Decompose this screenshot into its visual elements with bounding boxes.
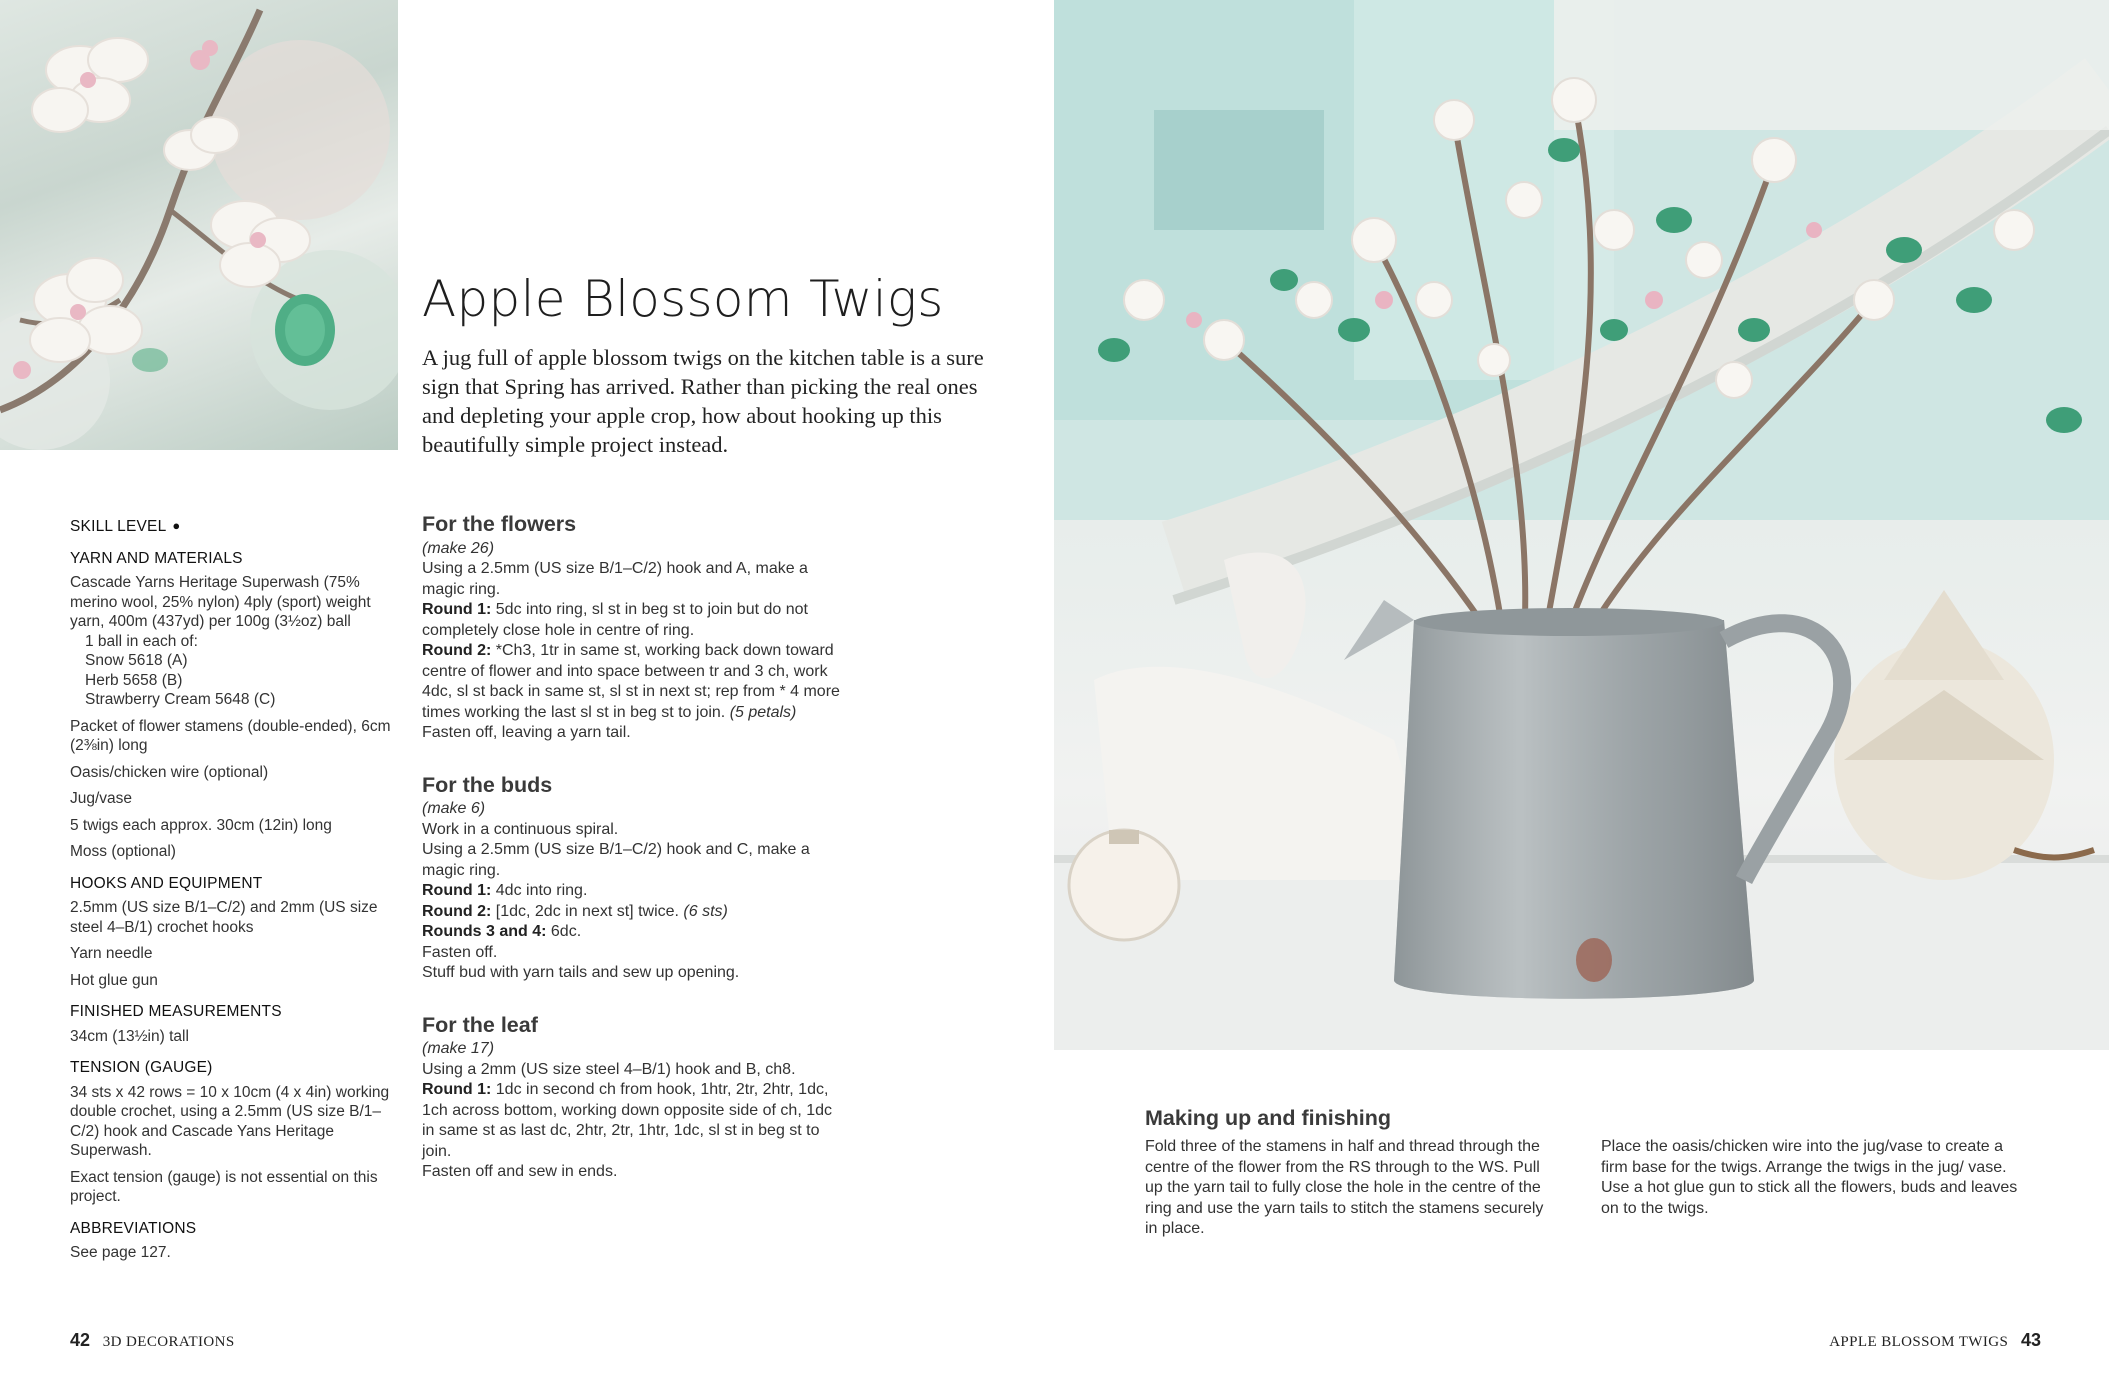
flowers-round-1: Round 1: 5dc into ring, sl st in beg st to join but do not completely close hole in centre of ring.	[422, 601, 808, 639]
buds-section	[422, 772, 842, 984]
buds-line: Fasten off.	[422, 943, 498, 961]
finishing-column-2: Place the oasis/chicken wire into the jug/vase to create a firm base for the twigs. Arrange the twigs in the jug/ vase. Use a hot glue gun to stick all the flowers, buds and leaves on to the twigs.	[1601, 1138, 2018, 1217]
footer-left	[70, 1330, 235, 1351]
material-item: Packet of flower stamens (double-ended), 6cm (2⅜in) long	[70, 717, 391, 754]
page-number-left: 42	[70, 1330, 91, 1350]
hooks-heading: HOOKS AND EQUIPMENT	[70, 874, 263, 892]
buds-line: Using a 2.5mm (US size B/1–C/2) hook and C, make a magic ring.	[422, 841, 810, 879]
flowers-make: (make 26)	[422, 539, 495, 557]
flowers-section	[422, 514, 842, 744]
abbrev-heading: ABBREVIATIONS	[70, 1219, 197, 1237]
skill-level	[70, 516, 400, 537]
pattern-column	[422, 514, 842, 1214]
material-item: Oasis/chicken wire (optional)	[70, 763, 269, 781]
hook-item: Yarn needle	[70, 945, 153, 962]
yarn-line: Strawberry Cream 5648 (C)	[85, 691, 276, 708]
blossom-closeup-photo	[0, 0, 398, 450]
finished-section	[70, 1002, 400, 1046]
hook-item: Hot glue gun	[70, 971, 158, 989]
buds-round-3-4: Rounds 3 and 4: 6dc.	[422, 923, 582, 940]
skill-level-dot-icon: ●	[172, 518, 181, 533]
tension-section	[70, 1058, 400, 1207]
skill-level-label: SKILL LEVEL	[70, 518, 167, 535]
page-title: Apple Blossom Twigs	[422, 270, 944, 328]
buds-round-1: Round 1: 4dc into ring.	[422, 882, 588, 899]
material-item: 5 twigs each approx. 30cm (12in) long	[70, 816, 332, 834]
leaf-round-1: Round 1: 1dc in second ch from hook, 1htr, 2tr, 2htr, 1dc, 1ch across bottom, working down opposite side of ch, 1dc in same st as last dc, 2htr, 2tr, 1htr, 1dc, sl st in beg st to join.	[422, 1081, 832, 1160]
yarn-line: 1 ball in each of:	[85, 632, 198, 650]
flowers-end: Fasten off, leaving a yarn tail.	[422, 724, 631, 741]
spec-column	[70, 516, 400, 1275]
yarn-description: Cascade Yarns Heritage Superwash (75% merino wool, 25% nylon) 4ply (sport) weight yarn, 400m (437yd) per 100g (3½oz) ball	[70, 574, 371, 630]
leaf-end: Fasten off and sew in ends.	[422, 1163, 618, 1180]
flowers-round-2: Round 2: *Ch3, 1tr in same st, working back down toward centre of flower and into space between tr and 3 ch, work 4dc, sl st back in same st, sl st in next st; rep from * 4 more times working the last sl st in beg st to join. (5 petals)	[422, 642, 840, 721]
buds-line: Work in a continuous spiral.	[422, 820, 619, 838]
flowers-heading: For the flowers	[422, 512, 577, 536]
tension-item: 34 sts x 42 rows = 10 x 10cm (4 x 4in) working double crochet, using a 2.5mm (US size B/1–C/2) hook and Cascade Yans Heritage Superwash.	[70, 1083, 390, 1159]
abbrev-section	[70, 1219, 400, 1263]
finishing-heading: Making up and finishing	[1145, 1106, 1392, 1130]
jug-with-twigs-photo	[1054, 0, 2109, 1050]
finishing-column-1: Fold three of the stamens in half and thread through the centre of the flower from the RS through to the WS. Pull up the yarn tail to fully close the hole in the centre of the ring and use the yarn tails to stitch the stamens securely in place.	[1145, 1138, 1544, 1237]
abbrev-value: See page 127.	[70, 1244, 171, 1261]
footer-right	[1829, 1330, 2041, 1351]
running-head-right: APPLE BLOSSOM TWIGS	[1829, 1334, 2009, 1350]
yarn-line: Snow 5618 (A)	[85, 652, 188, 669]
leaf-heading: For the leaf	[422, 1012, 538, 1037]
material-item: Jug/vase	[70, 790, 133, 807]
page-number-right: 43	[2020, 1330, 2041, 1350]
buds-line: Stuff bud with yarn tails and sew up opening.	[422, 964, 740, 981]
yarn-materials-heading: YARN AND MATERIALS	[70, 549, 243, 567]
leaf-make: (make 17)	[422, 1040, 495, 1057]
leaf-line: Using a 2mm (US size steel 4–B/1) hook and B, ch8.	[422, 1060, 796, 1078]
leaf-section	[422, 1012, 842, 1183]
finished-value: 34cm (13½in) tall	[70, 1027, 189, 1045]
buds-make: (make 6)	[422, 800, 486, 817]
material-item: Moss (optional)	[70, 843, 176, 860]
hooks-section	[70, 874, 400, 991]
yarn-line: Herb 5658 (B)	[85, 671, 183, 689]
hook-item: 2.5mm (US size B/1–C/2) and 2mm (US size steel 4–B/1) crochet hooks	[70, 899, 378, 936]
buds-round-2: Round 2: [1dc, 2dc in next st] twice. (6 sts)	[422, 902, 728, 920]
tension-item: Exact tension (gauge) is not essential on this project.	[70, 1168, 378, 1205]
running-head-left: 3D DECORATIONS	[102, 1334, 235, 1350]
intro-paragraph: A jug full of apple blossom twigs on the kitchen table is a sure sign that Spring has arrived. Rather than picking the real ones and depleting your apple crop, how about hooking up this beautifully simple project instead.	[422, 345, 984, 457]
buds-heading: For the buds	[422, 772, 553, 797]
yarn-materials-section	[70, 549, 400, 862]
flowers-line: Using a 2.5mm (US size B/1–C/2) hook and A, make a magic ring.	[422, 560, 808, 598]
tension-heading: TENSION (GAUGE)	[70, 1059, 213, 1076]
finished-heading: FINISHED MEASUREMENTS	[70, 1003, 282, 1020]
